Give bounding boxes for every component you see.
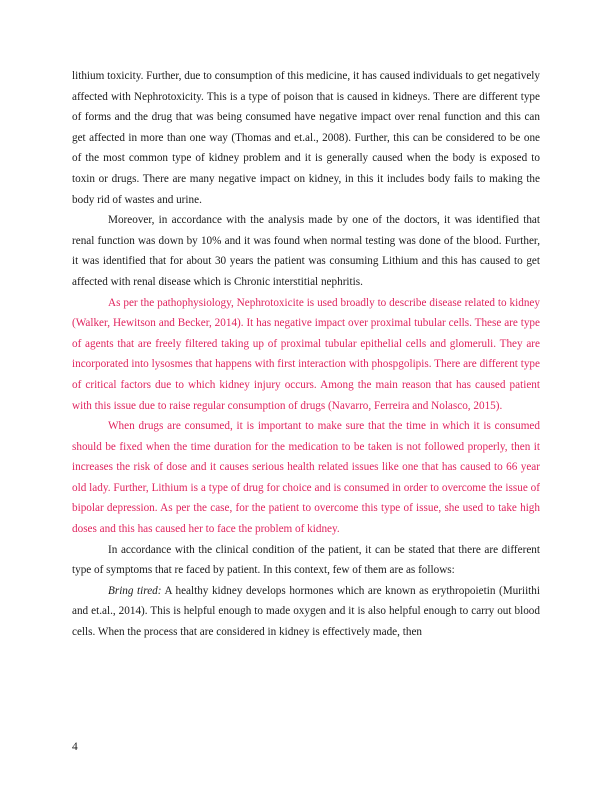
paragraph-drug-consumption: When drugs are consumed, it is important to make sure that the time in which it is consumed should be fixed when the time duration for the medication to be taken is not followed properly, then it increases the risk of dose and it causes serious health related issues like one that has caused to 66 year old lady. Further, Lithium is a type of drug for choice and is consumed in order to overcome the issue of bipolar depression. As per the case, for the patient to overcome this type of issue, she used to take high doses and this has caused her to face the problem of kidney. <box>72 420 540 536</box>
symptom-text: A healthy kidney develops hormones which are known as erythropoietin (Muriithi and et.al., 2014). This is helpful enough to made oxygen and it is also helpful enough to carry out blood cells. When the process that are considered in kidney is effectively made, then <box>72 584 540 639</box>
paragraph-renal-function: Moreover, in accordance with the analysis made by one of the doctors, it was identified that renal function was down by 10% and it was found when normal testing was done of the blood. Further, it was identified that for about 30 years the patient was consuming Lithium and this has caused to get affected with renal disease which is Chronic interstitial nephritis. <box>72 214 540 288</box>
paragraph-lithium-toxicity: lithium toxicity. Further, due to consumption of this medicine, it has caused individuals to get negatively affected with Nephrotoxicity. This is a type of poison that is caused in kidneys. There are different type of forms and the drug that was being consumed have negative impact over renal function and this can get affected in more than one way (Thomas and et.al., 2008). Further, this can be considered to be one of the most common type of kidney problem and it is generally caused when the body is exposed to toxin or drugs. There are many negative impact on kidney, in this it includes body fails to making the body rid of wastes and urine. <box>72 70 540 206</box>
paragraph-bring-tired <box>72 581 540 643</box>
paragraph-symptoms-intro: In accordance with the clinical condition of the patient, it can be stated that there are different type of symptoms that re faced by patient. In this context, few of them are as follows: <box>72 543 540 577</box>
paragraph-pathophysiology: As per the pathophysiology, Nephrotoxicite is used broadly to describe disease related to kidney (Walker, Hewitson and Becker, 2014). It has negative impact over proximal tubular cells. These are type of agents that are freely filtered taking up of proximal tubular epithelial cells and glomeruli. They are incorporated into lysosmes that happens with first interaction with phospgolipis. There are different type of critical factors due to which kidney injury occurs. Among the main reason that has caused patient with this issue due to raise regular consumption of drugs (Navarro, Ferreira and Nolasco, 2015). <box>72 296 540 412</box>
page-number: 4 <box>72 741 78 753</box>
page-body <box>72 66 540 643</box>
symptom-heading: Bring tired: <box>108 584 162 597</box>
